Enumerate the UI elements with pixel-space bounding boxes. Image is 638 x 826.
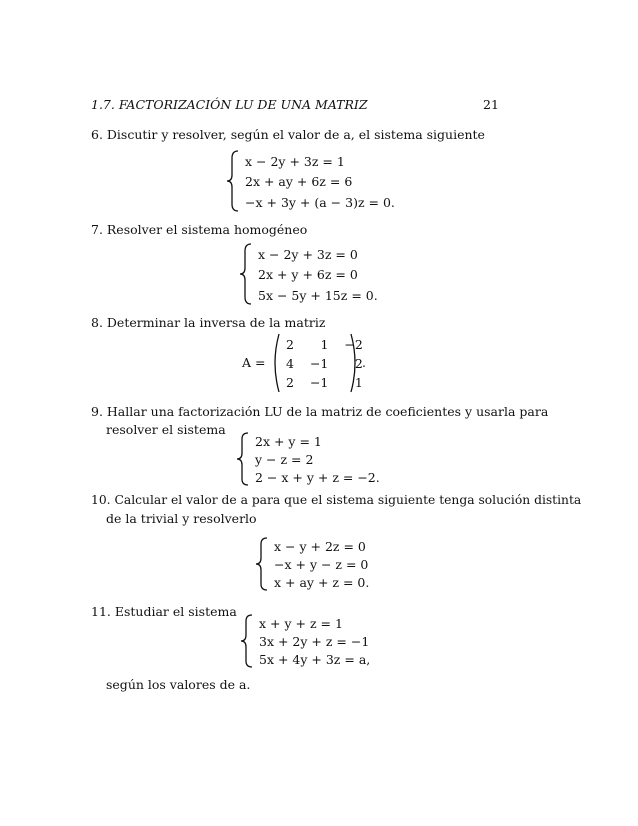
equation: 5x + 4y + 3z = a,: [259, 652, 371, 667]
equation: 3x + 2y + z = −1: [259, 634, 370, 649]
matrix-cell: −1: [309, 375, 329, 390]
matrix-cell: 2: [354, 356, 363, 371]
problem-11-text: 11. Estudiar el sistema: [91, 604, 237, 619]
equation: 2x + y = 1: [255, 434, 322, 449]
equation: 5x − 5y + 15z = 0.: [258, 288, 378, 303]
equation: x − 2y + 3z = 0: [258, 247, 358, 262]
equation: 2 − x + y + z = −2.: [255, 470, 380, 485]
matrix-cell: 4: [286, 356, 294, 371]
equation: x + ay + z = 0.: [274, 575, 370, 590]
problem-7-text: 7. Resolver el sistema homogéneo: [91, 222, 308, 237]
matrix-cell: 1: [320, 337, 329, 352]
problem-6-text: 6. Discutir y resolver, según el valor de a, el sistema siguiente: [91, 127, 485, 142]
problem-9-text-line2: resolver el sistema: [106, 422, 226, 437]
equation: y − z = 2: [255, 452, 314, 467]
problem-10-text-line1: 10. Calcular el valor de a para que el sistema siguiente tenga solución distinta: [91, 493, 582, 507]
matrix-cell: 2: [286, 337, 294, 352]
equation: 2x + y + 6z = 0: [258, 267, 358, 282]
equation: −x + y − z = 0: [274, 557, 369, 572]
matrix-cell: −1: [309, 356, 329, 371]
left-brace: [239, 243, 253, 305]
left-brace: [255, 537, 269, 591]
matrix-cell: 2: [286, 375, 294, 390]
equation: 2x + ay + 6z = 6: [245, 174, 353, 189]
problem-11-tail: según los valores de a.: [106, 677, 251, 692]
matrix-cell: 1: [354, 375, 363, 390]
left-brace: [226, 150, 240, 212]
equation: −x + 3y + (a − 3)z = 0.: [245, 195, 395, 210]
left-brace: [240, 614, 254, 668]
equation: x − y + 2z = 0: [274, 539, 366, 554]
running-header: 1.7. FACTORIZACIÓN LU DE UNA MATRIZ: [91, 97, 368, 112]
equation: x − 2y + 3z = 1: [245, 154, 345, 169]
equation: x + y + z = 1: [259, 616, 343, 631]
left-brace: [236, 432, 250, 486]
page-number: 21: [483, 97, 499, 112]
problem-8-text: 8. Determinar la inversa de la matriz: [91, 315, 326, 330]
matrix-cell: −2: [344, 337, 363, 352]
problem-9-text-line1: 9. Hallar una factorización LU de la matriz de coeficientes y usarla para: [91, 404, 549, 419]
right-paren: [350, 333, 360, 393]
problem-10-text-line2: de la trivial y resolverlo: [106, 511, 257, 526]
matrix-label: A =: [242, 355, 266, 370]
matrix-period: .: [362, 355, 366, 370]
